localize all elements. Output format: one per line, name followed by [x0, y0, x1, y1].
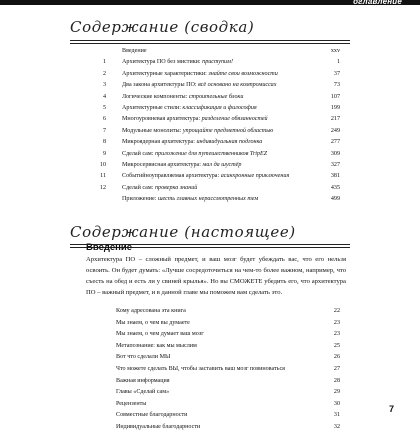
detailed-toc-row[interactable]	[116, 375, 340, 387]
chapter-title-subtitle: знайте свои возможности	[208, 70, 278, 77]
intro-paragraph: Архитектура ПО – сложный предмет, и ваш мозг будет убеждать вас, что его нельзя освоить. Он будет думать: «Лучше сосредоточиться на чем-то более важном, например, что съесть на обед и есть ли у свиней крылья». Но вы СМОЖЕТЕ убедить его, что архитектура ПО – важный предмет, и в данной главе мы поможем вам сделать это.	[86, 256, 346, 296]
detailed-toc-row[interactable]	[116, 340, 340, 352]
section-title: Индивидуальные благодарности	[116, 424, 201, 430]
chapter-number: 4	[102, 93, 106, 100]
chapter-title	[122, 57, 233, 68]
section-title: Рецензенты	[116, 400, 147, 407]
chapter-page: 199	[330, 105, 340, 111]
chapter-title	[122, 149, 267, 160]
summary-toc-row[interactable]	[90, 69, 340, 80]
chapter-number: 5	[102, 105, 106, 111]
detailed-toc-row[interactable]	[116, 386, 340, 398]
detailed-toc-row[interactable]	[116, 363, 340, 375]
detailed-toc-row[interactable]	[116, 398, 340, 410]
section-page: 23	[333, 319, 340, 326]
chapter-title-main: Сделай сам:	[122, 150, 155, 157]
section-title: Метапознание: как мы мыслим	[116, 342, 197, 349]
section-title: Что можете сделать ВЫ, чтобы заставить ваш мозг повиноваться	[116, 366, 285, 372]
chapter-title-subtitle: мал да шустёр	[202, 162, 242, 168]
detailed-toc-row[interactable]	[116, 305, 340, 317]
chapter-page: 1	[336, 59, 340, 66]
summary-toc-row[interactable]	[90, 171, 340, 182]
section-page: 23	[333, 331, 340, 338]
chapter-page: 73	[333, 82, 340, 89]
chapter-title-main: Логические компоненты:	[122, 93, 189, 100]
chapter-title-main: Введение	[122, 48, 147, 54]
chapter-number: 12	[99, 184, 106, 191]
summary-toc-row[interactable]	[90, 194, 340, 205]
section-page: 22	[333, 308, 340, 314]
summary-toc-row[interactable]	[90, 80, 340, 91]
chapter-number: 7	[102, 127, 106, 134]
detailed-heading: Cодержание (настоящее)	[70, 223, 296, 241]
chapter-page: 107	[330, 93, 340, 100]
chapter-title-subtitle: проверка знаний	[154, 184, 198, 191]
chapter-number: 6	[102, 116, 106, 123]
section-page: 32	[333, 424, 340, 430]
chapter-page: 381	[330, 173, 340, 180]
section-page: 30	[333, 400, 340, 407]
chapter-page: 327	[330, 162, 340, 168]
summary-heading: Cодержание (сводка)	[70, 18, 255, 36]
chapter-title-main: Сделай сам:	[122, 184, 155, 191]
section-page: 31	[333, 412, 340, 419]
detailed-toc-row[interactable]	[116, 317, 340, 329]
chapter-title	[122, 103, 257, 114]
chapter-title-main: Приложение:	[122, 196, 158, 203]
summary-toc-row[interactable]	[90, 46, 340, 57]
section-label: оглавление	[353, 0, 402, 6]
section-title: Кому адресована эта книга	[116, 308, 186, 314]
chapter-page: 249	[330, 127, 340, 134]
chapter-title	[122, 114, 268, 125]
chapter-title-main: Микроядерная архитектура:	[122, 139, 197, 146]
section-title: Мы знаем, о чем думает ваш мозг	[116, 331, 204, 338]
chapter-page: 37	[333, 70, 340, 77]
chapter-title	[122, 194, 258, 205]
summary-toc-row[interactable]	[90, 103, 340, 114]
chapter-title-subtitle: упрощайте предметной областью	[182, 127, 274, 134]
summary-toc-row[interactable]	[90, 57, 340, 68]
summary-toc-row[interactable]	[90, 137, 340, 148]
chapter-page: 435	[330, 184, 340, 191]
chapter-number: 11	[100, 173, 106, 180]
summary-toc-row[interactable]	[90, 160, 340, 171]
section-title: Главы «Сделай сам»	[116, 389, 170, 396]
chapter-title-subtitle: индивидуальная подгонка	[196, 139, 263, 146]
summary-toc-row[interactable]	[90, 149, 340, 160]
section-page: 25	[333, 342, 340, 349]
chapter-title-main: Архитектурные стили:	[122, 105, 183, 111]
chapter-title-subtitle: строительные блоки	[188, 93, 244, 100]
chapter-title	[122, 183, 197, 194]
chapter-page: 217	[330, 116, 340, 123]
summary-toc-row[interactable]	[90, 92, 340, 103]
intro-title: Введение	[86, 242, 133, 253]
summary-rule-thin	[70, 43, 350, 44]
chapter-page: 309	[330, 150, 340, 157]
chapter-title	[122, 126, 273, 137]
chapter-title-subtitle: всё основано на компромиссах	[198, 82, 277, 89]
section-title: Совместные благодарности	[116, 412, 188, 419]
chapter-title	[122, 80, 276, 91]
chapter-number: 3	[102, 82, 106, 89]
chapter-page: xxv	[330, 48, 340, 54]
chapter-number: 1	[102, 59, 106, 66]
chapter-page: 277	[330, 139, 340, 146]
chapter-number: 2	[102, 70, 106, 77]
chapter-title-main: Модульные монолиты:	[122, 127, 183, 134]
chapter-number: 8	[102, 139, 106, 146]
section-title: Вот что сделали МЫ	[116, 354, 171, 361]
chapter-title	[122, 171, 289, 182]
summary-toc-row[interactable]	[90, 183, 340, 194]
section-page: 26	[333, 354, 340, 361]
chapter-title-main: Многоуровневая архитектура:	[122, 116, 202, 123]
chapter-title-main: Микросервисная архитектура:	[122, 162, 203, 168]
chapter-title-subtitle: приступим!	[202, 59, 233, 66]
section-page: 29	[333, 389, 340, 396]
section-title: Важная информация	[116, 377, 170, 384]
chapter-title	[122, 46, 147, 57]
chapter-page: 499	[330, 196, 340, 203]
section-title: Мы знаем, о чем вы думаете	[116, 319, 190, 326]
detailed-toc-row[interactable]	[116, 328, 340, 340]
page-number: 7	[388, 404, 394, 414]
section-page: 28	[333, 377, 340, 384]
chapter-title-main: Два закона архитектуры ПО:	[122, 82, 199, 89]
summary-toc-row[interactable]	[90, 114, 340, 125]
chapter-title-main: Архитектура ПО без мистики:	[122, 59, 203, 66]
summary-rule	[70, 40, 350, 41]
chapter-title-main: Архитектурные характеристики:	[122, 70, 209, 77]
chapter-number: 9	[102, 150, 106, 157]
chapter-title-subtitle: асинхронные приключения	[220, 173, 290, 180]
chapter-title	[122, 92, 243, 103]
chapter-title	[122, 137, 262, 148]
detailed-toc-row[interactable]	[116, 421, 340, 433]
chapter-title	[122, 160, 241, 171]
detailed-toc-row[interactable]	[116, 351, 340, 363]
chapter-title-main: Событийноуправляемая архитектура:	[122, 173, 221, 180]
chapter-title-subtitle: классификация и философия	[182, 105, 257, 111]
chapter-title-subtitle: приложение для путешественников TripEZ	[154, 150, 268, 157]
chapter-title-subtitle: разделение обязанностей	[201, 116, 268, 123]
chapter-title	[122, 69, 278, 80]
summary-toc-row[interactable]	[90, 126, 340, 137]
chapter-title-subtitle: шесть главных нерассмотренных тем	[157, 196, 259, 203]
section-page: 27	[333, 366, 340, 372]
chapter-number: 10	[99, 162, 106, 168]
top-black-band	[0, 0, 420, 5]
